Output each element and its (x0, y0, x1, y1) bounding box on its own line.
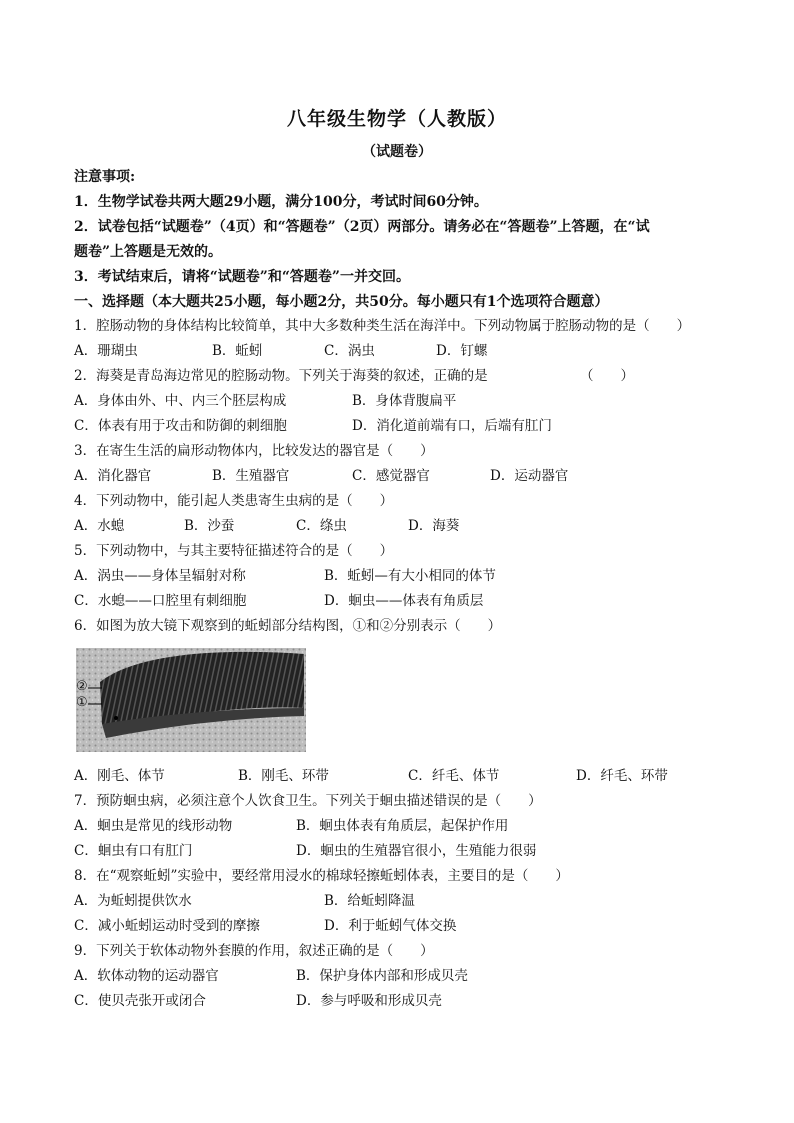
option: D．蛔虫的生殖器官很小，生殖能力很弱 (296, 843, 537, 859)
page-subtitle: （试题卷） (362, 144, 432, 160)
notice-item: 题卷”上答题是无效的。 (74, 244, 223, 260)
option: D．海葵 (408, 518, 460, 534)
page-title: 八年级生物学（人教版） (286, 108, 507, 130)
earthworm-photo (76, 648, 306, 752)
option: C．体表有用于攻击和防御的刺细胞 (74, 418, 287, 434)
answer-bracket: （ ） (580, 368, 634, 384)
option: C．纤毛、体节 (408, 768, 500, 784)
option: C．减小蚯蚓运动时受到的摩擦 (74, 918, 260, 934)
notice-item: 2．试卷包括“试题卷”（4页）和“答题卷”（2页）两部分。请务必在“答题卷”上答题，在“试 (74, 219, 650, 235)
option: C．感觉器官 (352, 468, 430, 484)
option: B．生殖器官 (212, 468, 290, 484)
option: D．蛔虫——体表有角质层 (324, 593, 484, 609)
option: A．身体由外、中、内三个胚层构成 (74, 393, 287, 409)
option: D．运动器官 (490, 468, 569, 484)
option: B．保护身体内部和形成贝壳 (296, 968, 468, 984)
option: C．涡虫 (324, 343, 375, 359)
option: A．软体动物的运动器官 (74, 968, 219, 984)
option: A．刚毛、体节 (74, 768, 165, 784)
option: C．绦虫 (296, 518, 347, 534)
option: D．消化道前端有口，后端有肛门 (352, 418, 552, 434)
option: B．刚毛、环带 (238, 768, 329, 784)
question-stem: 4．下列动物中，能引起人类患寄生虫病的是（ ） (74, 493, 394, 509)
figure-label-1: ① (76, 695, 88, 710)
option: A．珊瑚虫 (74, 343, 138, 359)
option: B．蛔虫体表有角质层，起保护作用 (296, 818, 509, 834)
option: A．涡虫——身体呈辐射对称 (74, 568, 246, 584)
option: B．给蚯蚓降温 (324, 893, 415, 909)
option: D．纤毛、环带 (576, 768, 668, 784)
option: C．水螅——口腔里有刺细胞 (74, 593, 247, 609)
option: A．蛔虫是常见的线形动物 (74, 818, 233, 834)
figure-label-2: ② (76, 679, 88, 694)
option: A．水螅 (74, 518, 125, 534)
option: B．沙蚕 (184, 518, 235, 534)
option: B．蚯蚓—有大小相同的体节 (324, 568, 496, 584)
option: D．钉螺 (436, 343, 488, 359)
notice-item: 3．考试结束后，请将“试题卷”和“答题卷”一并交回。 (74, 269, 410, 285)
question-stem: 6．如图为放大镜下观察到的蚯蚓部分结构图，①和②分别表示（ ） (74, 618, 502, 634)
option: B．蚯蚓 (212, 343, 263, 359)
option: C．蛔虫有口有肛门 (74, 843, 193, 859)
question-stem: 1．腔肠动物的身体结构比较简单，其中大多数种类生活在海洋中。下列动物属于腔肠动物的是（ ） (74, 318, 691, 334)
option: C．使贝壳张开或闭合 (74, 993, 206, 1009)
option: A．消化器官 (74, 468, 152, 484)
question-stem: 5．下列动物中，与其主要特征描述符合的是（ ） (74, 543, 394, 559)
question-stem: 3．在寄生生活的扁形动物体内，比较发达的器官是（ ） (74, 443, 434, 459)
section-heading: 一、选择题（本大题共25小题，每小题2分，共50分。每小题只有1个选项符合题意） (74, 294, 609, 310)
question-stem: 9．下列关于软体动物外套膜的作用，叙述正确的是（ ） (74, 943, 434, 959)
notice-item: 1．生物学试卷共两大题29小题，满分100分，考试时间60分钟。 (74, 194, 488, 210)
option: D．利于蚯蚓气体交换 (324, 918, 457, 934)
question-stem: 8．在“观察蚯蚓”实验中，要经常用浸水的棉球轻擦蚯蚓体表，主要目的是（ ） (74, 868, 569, 884)
question-stem: 7．预防蛔虫病，必须注意个人饮食卫生。下列关于蛔虫描述错误的是（ ） (74, 793, 542, 809)
notice-heading: 注意事项: (74, 169, 136, 185)
option: D．参与呼吸和形成贝壳 (296, 993, 442, 1009)
question-stem: 2．海葵是青岛海边常见的腔肠动物。下列关于海葵的叙述，正确的是 (74, 368, 488, 384)
option: A．为蚯蚓提供饮水 (74, 893, 192, 909)
option: B．身体背腹扁平 (352, 393, 457, 409)
